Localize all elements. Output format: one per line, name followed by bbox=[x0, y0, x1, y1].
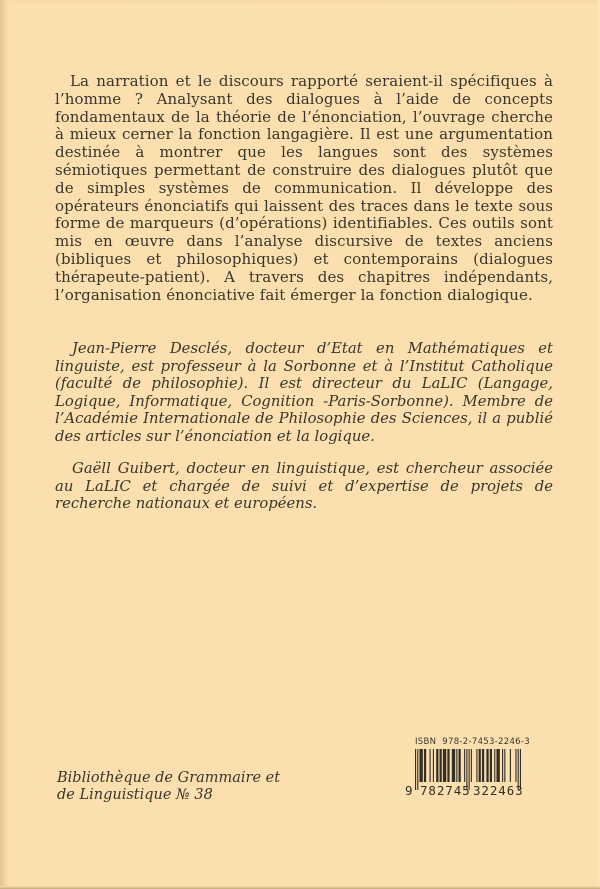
ean13-digits-right-group: 322463 bbox=[473, 783, 524, 798]
collection-title bbox=[57, 770, 280, 804]
isbn-barcode-block bbox=[403, 737, 530, 801]
back-cover-text-block bbox=[55, 73, 553, 527]
page-left-edge bbox=[0, 0, 9, 889]
page-top-edge bbox=[0, 0, 600, 6]
isbn-label: ISBN 978-2-7453-2246-3 bbox=[415, 737, 530, 747]
ean13-digits bbox=[403, 783, 525, 799]
collection-title-line2: de Linguistique № 38 bbox=[57, 787, 213, 803]
book-blurb: La narration et le discours rapporté seraient-il spécifiques à l’homme ? Analysant des dialogues à l’aide de concepts fondamentaux de la théorie de l’énonciation, l’ouvrage cherche à mieux cerner la fonction langagière. Il est une argumentation destinée à montrer que les langues sont des systèmes sémiotiques permettant de construire des dialogues plutôt que de simples systèmes de communication. Il développe des opérateurs énonciatifs qui laissent des traces dans le texte sous forme de marqueurs (d’opérations) identifiables. Ces outils sont mis en œuvre dans l’analyse discursive de textes anciens (bibliques et philosophiques) et contemporains (dialogues thérapeute-patient). A travers des chapitres indépendants, l’organisation énonciative fait émerger la fonction dialogique. bbox=[55, 72, 553, 304]
ean13-digit-first: 9 bbox=[405, 783, 414, 798]
author-bio-guibert: Gaëll Guibert, docteur en linguistique, est chercheur associée au LaLIC et chargée de suivi et d’expertise de projets de recherche nationaux et européens. bbox=[55, 460, 553, 513]
collection-title-line1: Bibliothèque de Grammaire et bbox=[57, 770, 281, 786]
ean13-digits-left-group: 782745 bbox=[420, 783, 471, 798]
author-bio-descles: Jean-Pierre Desclés, docteur d’Etat en Mathématiques et linguiste, est professeur à la Sorbonne et à l’Institut Catholique (faculté de philosophie). Il est directeur du LaLIC (Langage, Logique, Informatique, Cognition -Paris-Sorbonne). Membre de l’Académie Internationale de Philosophie des Sciences, il a publié des articles sur l’énonciation et la logique. bbox=[55, 340, 553, 445]
